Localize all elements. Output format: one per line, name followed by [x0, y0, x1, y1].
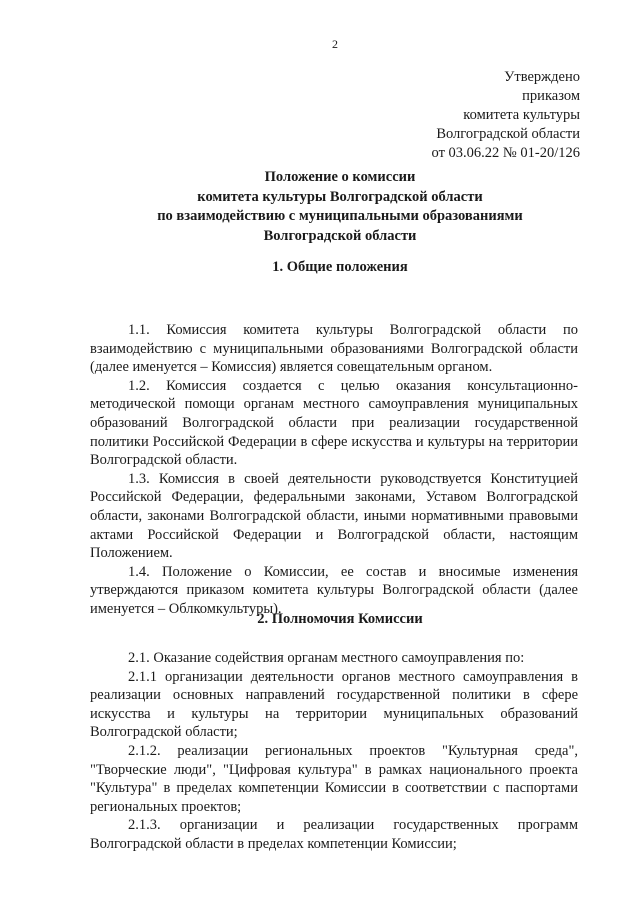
approval-stamp-block — [432, 68, 580, 163]
approval-line: приказом — [522, 88, 580, 104]
paragraph-2-1: 2.1. Оказание содействия органам местного самоуправления по: — [128, 650, 525, 666]
approval-line: от 03.06.22 № 01-20/126 — [431, 145, 580, 161]
approval-line: Утверждено — [504, 69, 580, 85]
page-number: 2 — [332, 37, 338, 51]
title-line: по взаимодействию с муниципальными образованиями — [157, 208, 523, 224]
paragraph-2-1-1: 2.1.1 организации деятельности органов местного самоуправления в реализации основных направлений государственной политики в сфере искусства и культуры на территории муниципальных образований Волгоградской области; — [90, 668, 578, 741]
section-powers-body — [90, 649, 578, 854]
paragraph-2-1-3: 2.1.3. организации и реализации государственных программ Волгоградской области в пределах компетенции Комиссии; — [90, 817, 578, 852]
paragraph-1-1: 1.1. Комиссия комитета культуры Волгоградской области по взаимодействию с муниципальными образованиями Волгоградской области (далее именуется – Комиссия) является совещательным органом. — [90, 322, 578, 376]
section-heading-powers: 2. Полномочия Комиссии — [257, 611, 423, 627]
title-line: комитета культуры Волгоградской области — [197, 188, 483, 205]
section-general-body — [90, 321, 578, 619]
paragraph-1-3: 1.3. Комиссия в своей деятельности руководствуется Конституцией Российской Федерации, федеральными законами, Уставом Волгоградской области, законами Волгоградской области, иными нормативными правовыми актами Российской Федерации и Волгоградской области, настоящим Положением. — [90, 470, 578, 562]
approval-line: комитета культуры — [463, 107, 580, 123]
paragraph-2-1-2: 2.1.2. реализации региональных проектов "Культурная среда", "Творческие люди", "Цифровая культура" в рамках национального проекта "Культура" в пределах компетенции Комиссии в соответствии с паспортами региональных проектов; — [90, 742, 578, 815]
document-title — [40, 168, 640, 246]
paragraph-1-2: 1.2. Комиссия создается с целью оказания консультационно-методической помощи органам местного самоуправления муниципальных образований Волгоградской области при реализации государственной политики Российской Федерации в сфере искусства и культуры на территории Волгоградской области. — [90, 377, 578, 469]
paragraph-1-4: 1.4. Положение о Комиссии, ее состав и вносимые изменения утверждаются приказом комитета культуры Волгоградской области (далее именуется – Облкомкультуры). — [90, 563, 578, 617]
section-heading-general: 1. Общие положения — [272, 259, 408, 275]
title-line: Волгоградской области — [263, 227, 417, 244]
approval-line: Волгоградской области — [436, 126, 580, 142]
title-line: Положение о комиссии — [264, 169, 416, 185]
